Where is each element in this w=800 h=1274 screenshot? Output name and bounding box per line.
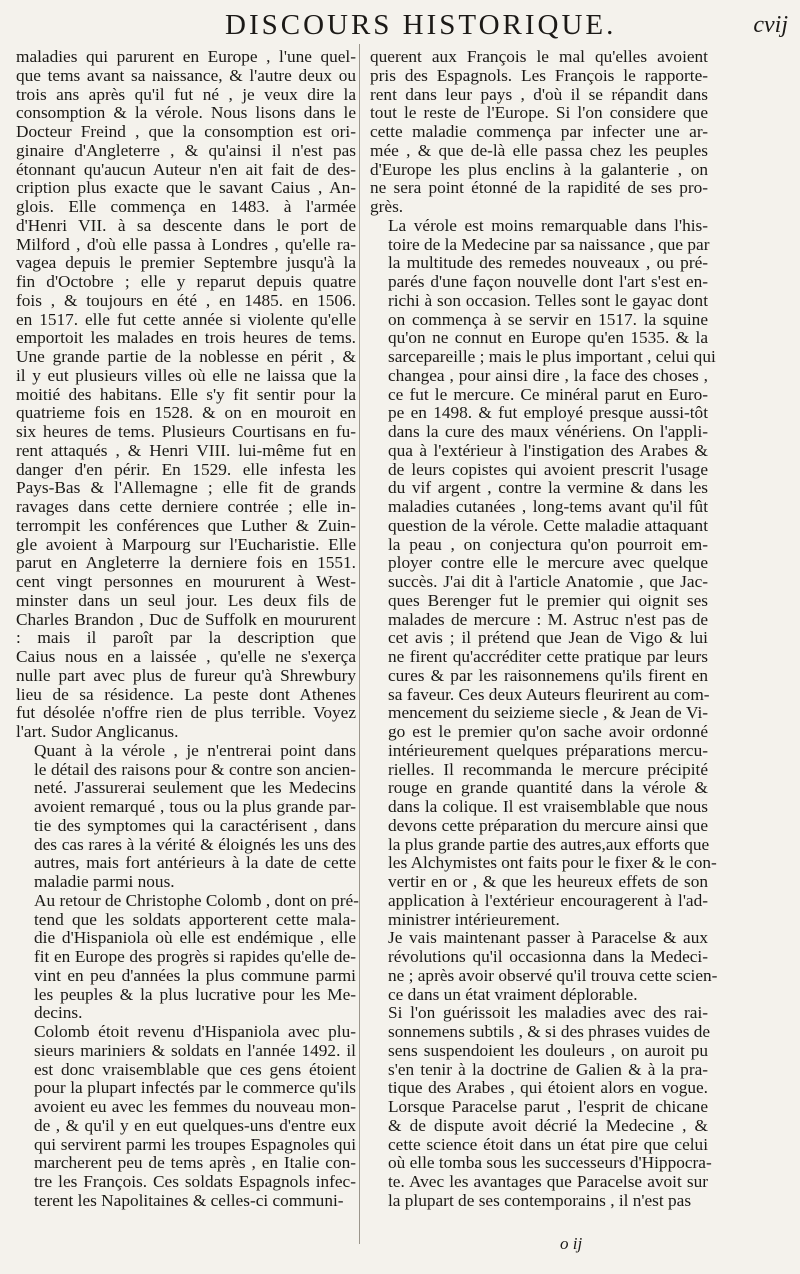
text-line: est donc vraisemblable que ces gens étoient <box>34 1059 356 1079</box>
text-line: s'en tenir à la doctrine de Galien & à la pra- <box>388 1059 708 1079</box>
paragraph <box>16 890 359 1023</box>
page-header <box>0 8 800 48</box>
text-line: gle avoient à Marpourg sur l'Eucharistie. Elle <box>16 534 356 554</box>
text-line: cription plus exacte que le savant Caius , An- <box>16 178 356 198</box>
text-line: où elle tomba sous les successeurs d'Hippocra- <box>388 1153 712 1173</box>
text-line: cette science étoit dans un état pire que celui <box>388 1134 708 1154</box>
text-line: application à l'extérieur encouragerent à l'ad- <box>388 890 708 910</box>
text-line: pris des Espagnols. Les François le rapporte- <box>370 65 708 85</box>
text-line: maladies qui parurent en Europe , l'une quel- <box>16 47 356 66</box>
text-line: parés d'une façon nouvelle dont l'art s'est en- <box>388 272 708 291</box>
paragraph <box>370 215 717 930</box>
text-line: maladies cutanées , long-tems avant qu'il fût <box>388 497 708 516</box>
text-line: Lorsque Paracelse parut , l'esprit de chicane <box>388 1097 708 1116</box>
text-line: terrompit les conférences que Luther & Zuin- <box>16 515 356 535</box>
text-line: Caius nous en a laissée , qu'elle ne s'exerça <box>16 647 356 666</box>
text-line: ne firent qu'accréditer cette pratique par leurs <box>388 647 708 666</box>
text-line: Pays-Bas & l'Allemagne ; elle fit de grands <box>16 478 356 498</box>
text-line: qui servirent parmi les troupes Espagnoles qui <box>34 1134 356 1154</box>
text-line: on commença à se servir en 1517. la squine <box>388 309 708 329</box>
text-line: tout le reste de l'Europe. Si l'on considere que <box>370 103 708 123</box>
text-line: Au retour de Christophe Colomb , dont on pré- <box>34 890 359 910</box>
text-line: consomption & la vérole. Nous lisons dans le <box>16 103 356 123</box>
text-line: glois. Elle commença en 1483. à l'armée <box>16 197 356 216</box>
text-line: du vif argent , contre la vermine & dans les <box>388 478 708 498</box>
text-line: die d'Hispaniola où elle est endémique , elle <box>34 928 356 948</box>
text-line: parut en Angleterre la derniere fois en 1551. <box>16 553 356 573</box>
text-line: vagea depuis le premier Septembre jusqu'à la <box>16 253 356 273</box>
text-line: ministrer intérieurement. <box>388 909 560 929</box>
text-line: vertir en or , & que les heureux effets de son <box>388 872 708 891</box>
text-line: malades de mercure : M. Astruc n'est pas de <box>388 609 708 629</box>
text-line: ne ; après avoir observé qu'il trouva cette scien- <box>388 965 718 985</box>
running-title: DISCOURS HISTORIQUE. <box>225 9 617 41</box>
text-line: fois , & toujours en été , en 1485. en 1506. <box>16 290 356 310</box>
text-line: fut désolée n'offre rien de plus terrible. Voyez <box>16 703 356 723</box>
text-line: mencement du seizieme siecle , & Jean de Vi- <box>388 703 708 723</box>
text-line: ginaire d'Angleterre , & qu'ainsi il n'est pas <box>16 140 356 160</box>
text-line: marcherent peu de tems après , en Italie con- <box>34 1153 356 1173</box>
text-line: qu'on ne connut en Europe qu'en 1535. & la <box>388 328 708 348</box>
text-line: les Alchymistes ont faits pour le fixer & le con- <box>388 853 717 873</box>
text-line: Milford , d'où elle passa à Londres , qu'elle ra- <box>16 234 356 254</box>
text-line: terent les Napolitaines & celles-ci communi- <box>34 1190 344 1210</box>
text-line: pour la plupart infectés par le commerce qu'ils <box>34 1078 356 1098</box>
text-line: fin d'Octobre ; elle y reparut depuis quatre <box>16 272 356 291</box>
text-line: ques Berenger fut le premier qui oignit ses <box>388 590 708 610</box>
text-line: danger d'en périr. En 1529. elle infesta les <box>16 459 356 479</box>
text-line: querent aux François le mal qu'elles avoient <box>370 47 708 66</box>
text-line: succès. J'ai dit à l'article Anatomie , que Jac- <box>388 572 708 591</box>
text-line: autres, mais fort antérieurs à la date de cette <box>34 853 356 873</box>
paragraph <box>16 48 356 742</box>
text-line: de leurs copistes qui avoient prescrit l'usage <box>388 459 708 479</box>
text-line: cures & par les raisonnemens qu'ils firent en <box>388 665 708 685</box>
text-line: avoient eu avec les femmes du nouveau mon- <box>34 1097 356 1116</box>
text-line: rouge en grande quantité dans la vérole & <box>388 778 708 798</box>
text-line: tique des Arabes , qui étoient alors en vogue. <box>388 1078 708 1098</box>
text-line: sarcepareille ; mais le plus important , celui qui <box>388 347 716 366</box>
text-line: fit en Europe des progrès si rapides qu'elle de- <box>34 947 356 966</box>
text-line: ravages dans cette derniere contrée ; elle in- <box>16 497 356 516</box>
text-line: moitié des habitans. Elle s'y fit sentir pour la <box>16 384 356 404</box>
text-line: six heures de tems. Plusieurs Courtisans en fu- <box>16 422 356 441</box>
paragraph <box>370 1003 712 1210</box>
text-line: que tems avant sa naissance, & l'autre deux ou <box>16 65 356 85</box>
text-line: qua à l'extérieur à l'instigation des Arabes & <box>388 440 708 460</box>
text-line: d'Henri VII. à sa descente dans le port de <box>16 215 356 235</box>
text-line: Colomb étoit revenu d'Hispaniola avec plu- <box>34 1022 356 1041</box>
text-line: changea , pour ainsi dire , la face des choses , <box>388 365 708 385</box>
left-text-column <box>16 47 359 1211</box>
text-line: la peau , on conjectura qu'on pourroit em- <box>388 534 708 554</box>
text-line: neté. J'assurerai seulement que les Medecins <box>34 778 356 798</box>
text-line: Quant à la vérole , je n'entrerai point dans <box>34 740 356 760</box>
text-line: rent attaqués , & Henri VIII. lui-même fut en <box>16 440 356 460</box>
text-line: pe en 1498. & fut employé presque aussi-tôt <box>388 403 708 423</box>
text-line: vint en peu d'années la plus commune parmi <box>34 965 356 985</box>
text-line: ne sera point étonné de la rapidité de ses pro- <box>370 178 708 198</box>
text-line: tre les François. Ces soldats Espagnols infec- <box>34 1172 356 1191</box>
text-line: Charles Brandon , Duc de Suffolk en moururent <box>16 609 356 629</box>
text-line: le détail des raisons pour & contre son ancien- <box>34 759 356 779</box>
text-line: les peuples & la plus lucrative pour les Me- <box>34 984 356 1004</box>
text-line: rielles. Il recommanda le mercure précipité <box>388 759 708 779</box>
text-line: devons cette préparation du mercure ainsi que <box>388 815 708 835</box>
text-line: intérieurement quelques préparations mercu- <box>388 740 708 760</box>
text-line: minster dans un seul jour. Les deux fils de <box>16 590 356 610</box>
text-line: des cas rares à la vérité & éloignés les uns des <box>34 834 356 854</box>
text-line: mée , & que de-là elle passa chez les peuples <box>370 140 708 160</box>
text-line: avoient remarqué , tous ou la plus grande par- <box>34 797 356 816</box>
text-line: ce fut le mercure. Ce minéral parut en Euro- <box>388 384 708 404</box>
text-line: La vérole est moins remarquable dans l'his- <box>388 215 708 235</box>
text-line: de , & qu'il y en eut quelques-uns d'entre eux <box>34 1115 356 1135</box>
text-line: Je vais maintenant passer à Paracelse & aux <box>388 928 708 948</box>
text-line: quatrieme fois en 1528. & on en mouroit en <box>16 403 356 423</box>
text-line: d'Europe les plus enclins à la galanterie , on <box>370 159 708 179</box>
signature-mark: o ij <box>560 1234 583 1253</box>
text-line: dans la cure des maux vénériens. On l'appli- <box>388 422 708 441</box>
text-line: ce dans un état vraiment déplorable. <box>388 984 638 1004</box>
text-line: révolutions qu'il occasionna dans la Medeci- <box>388 947 708 966</box>
text-line: maladie parmi nous. <box>34 872 175 891</box>
text-line: l'art. Sudor Anglicanus. <box>16 722 179 741</box>
text-line: la plus grande partie des autres,aux efforts que <box>388 834 710 854</box>
text-line: cent vingt personnes en moururent à West- <box>16 572 356 591</box>
text-line: emportoit les malades en trois heures de tems. <box>16 328 356 348</box>
text-line: rent dans leur pays , d'où il se répandit dans <box>370 84 708 104</box>
text-line: decins. <box>34 1003 83 1023</box>
text-line: il y eut plusieurs villes où elle ne laissa que la <box>16 365 356 385</box>
text-line: sieurs mariniers & soldats en l'année 1492. il <box>34 1040 356 1060</box>
text-line: te. Avec les avantages que Paracelse avoit sur <box>388 1172 708 1191</box>
text-line: sonnemens subtils , & si des phrases vuides de <box>388 1022 711 1041</box>
column-divider <box>359 44 360 1244</box>
text-line: en 1517. elle fut cette année si violente qu'elle <box>16 309 356 329</box>
text-line: dans la colique. Il est vraisemblable que nous <box>388 797 708 816</box>
paragraph <box>16 742 356 892</box>
text-line: cette maladie commença par infecter une ar- <box>370 122 708 141</box>
paragraph <box>370 928 718 1004</box>
text-line: richi à son occasion. Telles sont le gayac dont <box>388 290 708 310</box>
text-line: ployer contre elle le mercure avec quelque <box>388 553 708 573</box>
paragraph <box>16 1023 356 1211</box>
text-line: & de dispute avoit décrié la Medecine , & <box>388 1115 708 1135</box>
text-line: toire de la Medecine par sa naissance , que par <box>388 234 710 254</box>
text-line: tie des symptomes qui la caractérisent , dans <box>34 815 356 835</box>
text-line: sa faveur. Ces deux Auteurs fleurirent au com- <box>388 684 710 704</box>
text-line: Si l'on guérissoit les maladies avec des rai- <box>388 1003 708 1023</box>
text-line: grès. <box>370 197 404 216</box>
text-line: trois ans après qu'il fut né , je veux dire la <box>16 84 356 104</box>
text-line: nulle part avec plus de fureur qu'à Shrewbury <box>16 665 356 685</box>
text-line: sens suspendoient les douleurs , on auroit pu <box>388 1040 708 1060</box>
text-line: Docteur Freind , que la consomption est ori- <box>16 122 356 141</box>
text-line: tend que les soldats apporterent cette mala- <box>34 909 356 929</box>
text-line: la plupart de ses contemporains , il n'est pas <box>388 1190 692 1210</box>
text-line: Une grande partie de la noblesse en périt , & <box>16 347 356 366</box>
text-line: question de la vérole. Cette maladie attaquant <box>388 515 708 535</box>
text-line: go est le premier qu'on sache avoir ordonné <box>388 722 708 741</box>
text-line: cet avis ; il prétend que Jean de Vigo & lui <box>388 628 708 648</box>
text-line: étonnant qu'aucun Auteur n'en ait fait de des- <box>16 159 356 179</box>
text-line: lieu de sa résidence. La peste dont Athenes <box>16 684 356 704</box>
right-text-column <box>370 47 718 1211</box>
paragraph <box>370 48 708 217</box>
text-line: la multitude des remedes nouveaux , ou pré- <box>388 253 708 273</box>
page-number: cvij <box>753 12 788 38</box>
text-line: : mais il paroît par la description que <box>16 628 356 648</box>
